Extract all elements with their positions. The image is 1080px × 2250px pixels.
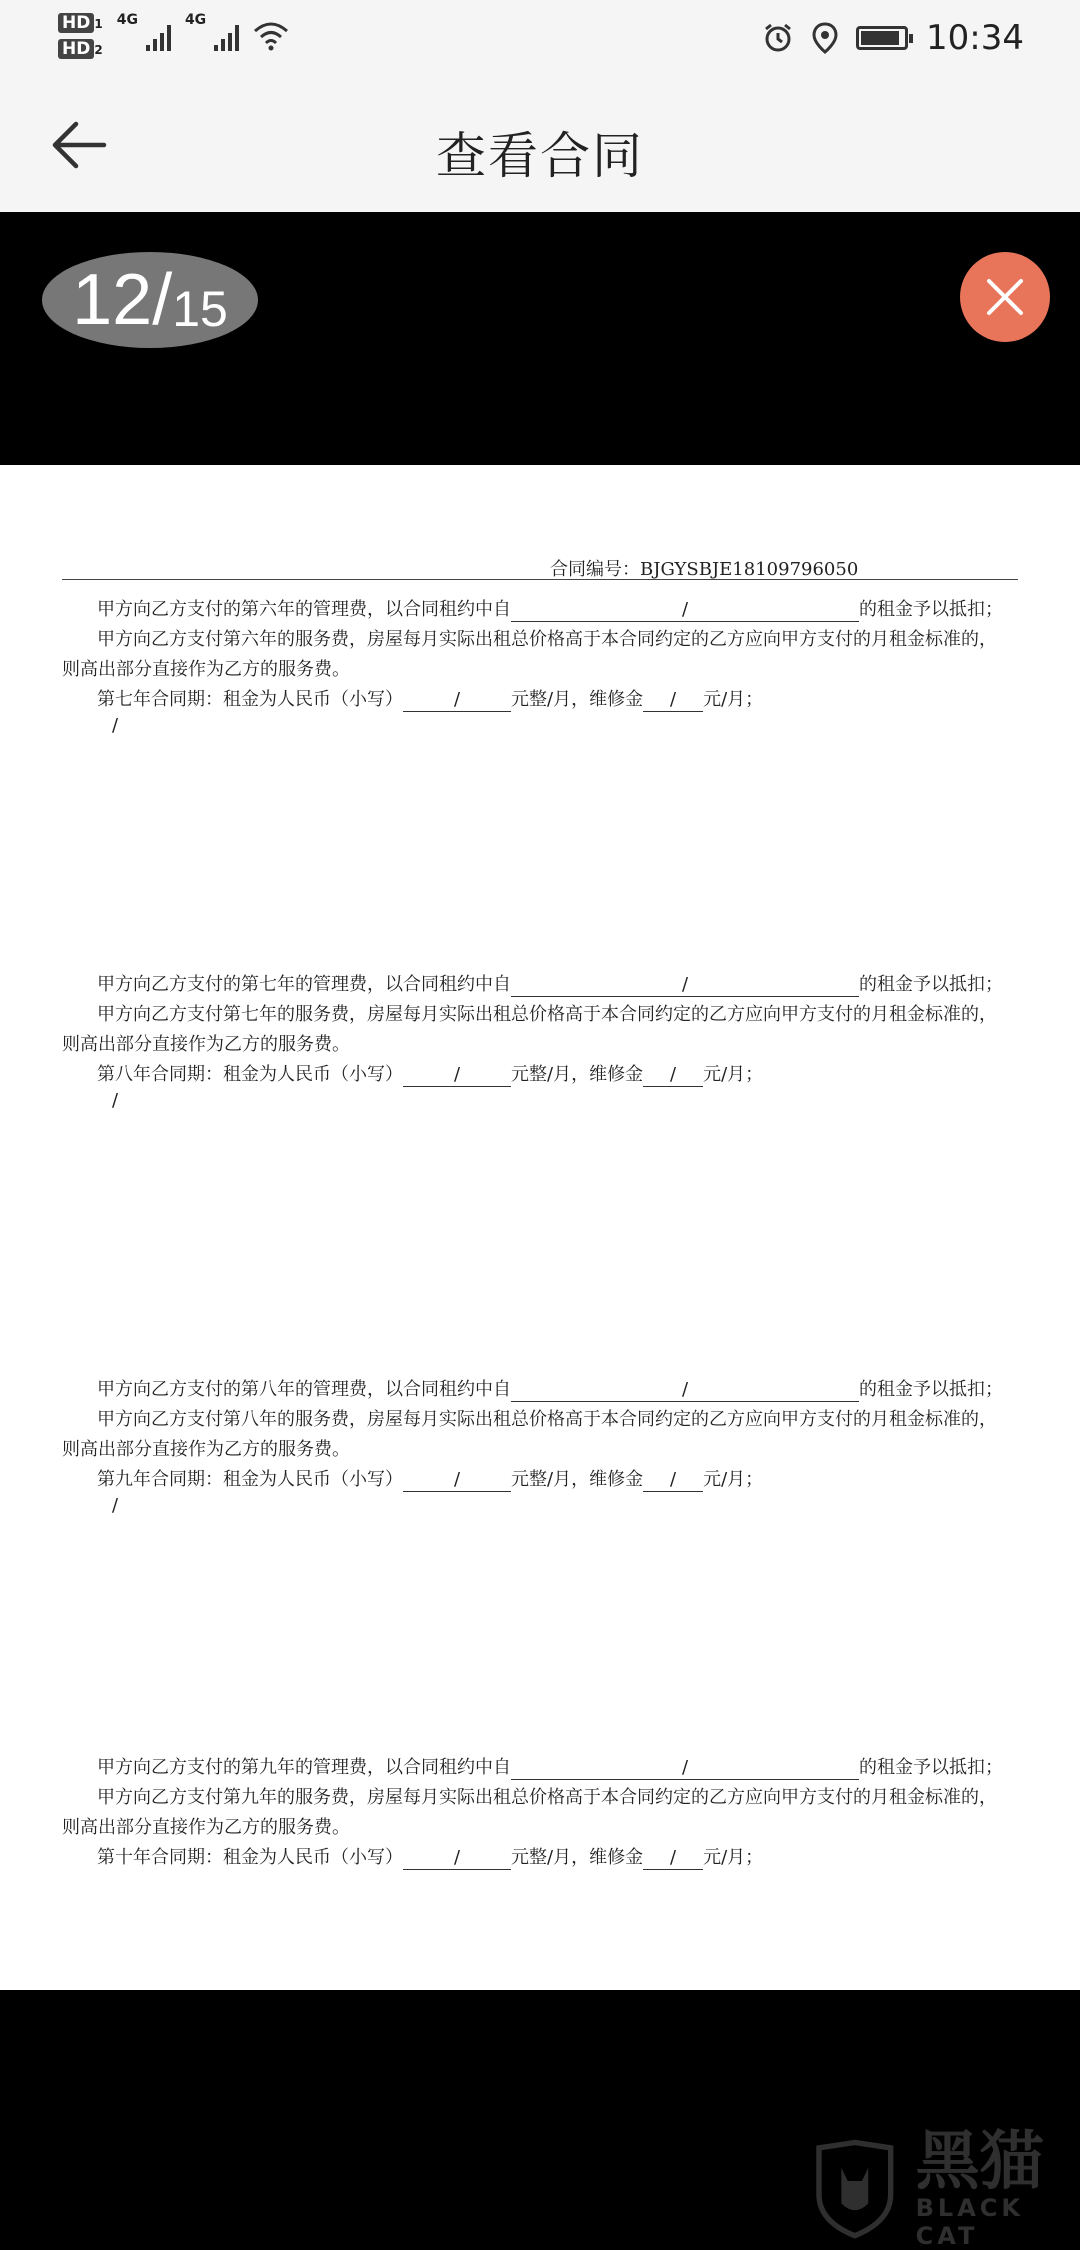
sim2-indicator [58,38,103,60]
sim-indicators [58,12,103,60]
watermark-sub-text: BLACK CAT [915,2194,1024,2250]
section-1-service-fee: 甲方向乙方支付第六年的服务费，房屋每月实际出租总价格高于本合同约定的乙方应向甲方支付的月租金标准的， [97,629,997,650]
network-type-2: 4G [184,12,207,28]
section-1-rent-terms: 第七年合同期：租金为人民币（小写） / 元整/月，维修金 / 元/月； [97,689,764,710]
current-page-number: 12 [72,260,153,340]
sim1-number: 1 [94,17,103,31]
battery-icon [856,26,908,50]
page-title: 查看合同 [436,127,644,185]
cat-shield-icon [810,2135,900,2245]
status-left [58,12,289,60]
sim2-number: 2 [94,43,103,57]
close-button[interactable] [960,252,1050,342]
network-type-1: 4G [116,12,138,28]
section-4-management-fee: 甲方向乙方支付的第九年的管理费，以合同租约中自 / 的租金予以抵扣； [97,1757,1003,1778]
section-4-service-fee-line2: 则高出部分直接作为乙方的服务费。 [62,1817,350,1838]
clock: 10:34 [926,18,1024,58]
status-right [762,18,1024,58]
wifi-icon [253,21,289,51]
close-icon [981,273,1029,321]
header-divider [62,579,1018,580]
document-viewer[interactable] [0,212,1080,2244]
section-1-service-fee-line2: 则高出部分直接作为乙方的服务费。 [62,659,350,680]
title-bar [0,80,1080,212]
section-3-service-fee: 甲方向乙方支付第八年的服务费，房屋每月实际出租总价格高于本合同约定的乙方应向甲方支付的月租金标准的， [97,1409,997,1430]
total-pages-number: 15 [172,281,228,337]
section-2-management-fee: 甲方向乙方支付的第七年的管理费，以合同租约中自 / 的租金予以抵扣； [97,974,1003,995]
section-2-extra-slash: / [112,1090,119,1111]
section-2-service-fee: 甲方向乙方支付第七年的服务费，房屋每月实际出租总价格高于本合同约定的乙方应向甲方支付的月租金标准的， [97,1004,997,1025]
watermark-logo-text: 黑猫 [915,2125,1044,2199]
watermark-text-group [915,2125,1080,2250]
hd1-badge: HD [58,13,94,33]
section-2-service-fee-line2: 则高出部分直接作为乙方的服务费。 [62,1034,350,1055]
signal-icon-2 [214,21,239,51]
section-2-rent-terms: 第八年合同期：租金为人民币（小写） / 元整/月，维修金 / 元/月； [97,1064,764,1085]
status-bar [0,0,1080,80]
location-icon [812,22,838,54]
section-3-extra-slash: / [112,1495,119,1516]
hd2-badge: HD [58,39,94,59]
section-1-extra-slash: / [112,715,119,736]
contract-number: 合同编号：BJGYSBJE18109796050 [550,559,859,580]
section-4-rent-terms: 第十年合同期：租金为人民币（小写） / 元整/月，维修金 / 元/月； [97,1847,764,1868]
section-1-management-fee: 甲方向乙方支付的第六年的管理费，以合同租约中自 / 的租金予以抵扣； [97,599,1003,620]
section-4-service-fee: 甲方向乙方支付第九年的服务费，房屋每月实际出租总价格高于本合同约定的乙方应向甲方支付的月租金标准的， [97,1787,997,1808]
page-counter [42,252,258,348]
section-3-service-fee-line2: 则高出部分直接作为乙方的服务费。 [62,1439,350,1460]
contract-page [0,465,1080,1990]
page-separator: / [152,260,173,340]
sim1-indicator [58,12,103,34]
section-3-rent-terms: 第九年合同期：租金为人民币（小写） / 元整/月，维修金 / 元/月； [97,1469,764,1490]
alarm-icon [762,22,794,54]
signal-icon-1 [146,21,171,51]
black-cat-watermark [810,2125,1080,2250]
section-3-management-fee: 甲方向乙方支付的第八年的管理费，以合同租约中自 / 的租金予以抵扣； [97,1379,1003,1400]
